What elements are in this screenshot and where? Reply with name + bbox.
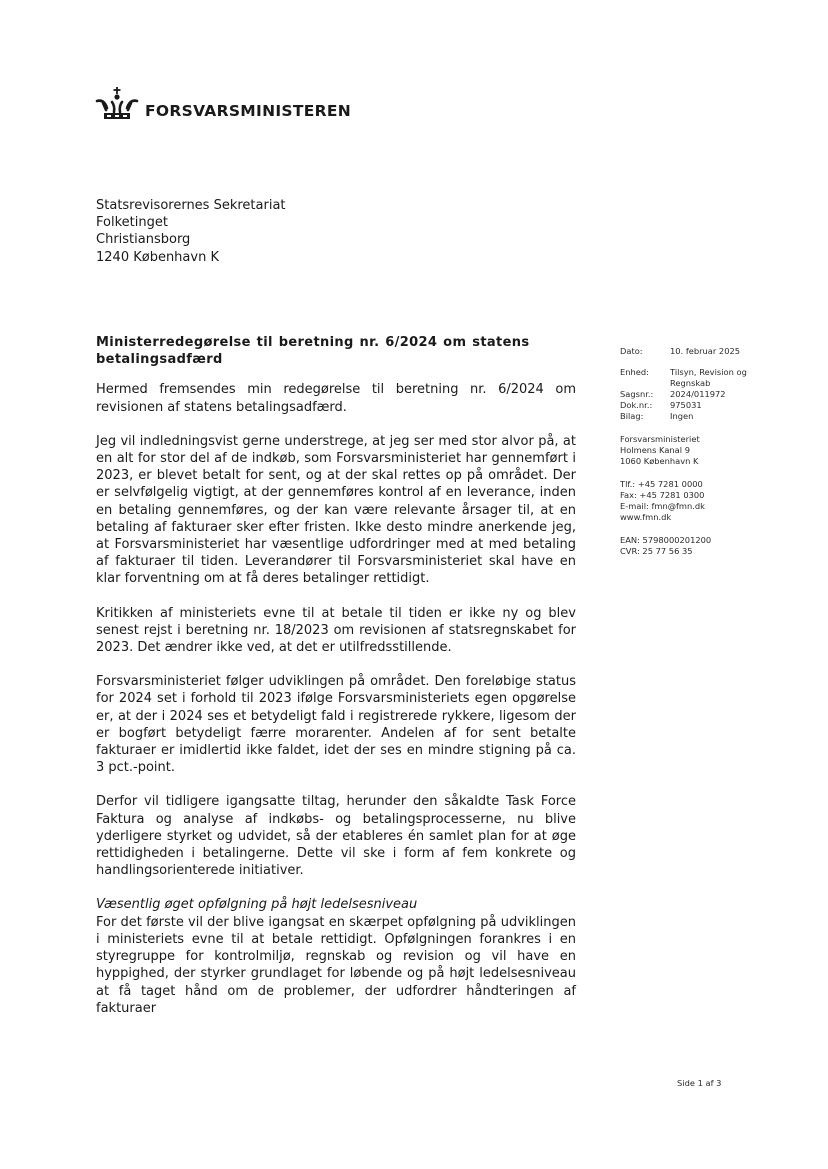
recipient-line: 1240 København K: [96, 249, 219, 265]
letter-title: Ministerredegørelse til beretning nr. 6/2024 om statens betalingsadfærd: [96, 335, 530, 368]
sidebar-meta: [620, 346, 770, 557]
meta-label: Dato:: [620, 346, 643, 356]
meta-value: Tilsyn, Revision og Regnskab: [670, 367, 747, 388]
recipient-address: [96, 197, 286, 266]
meta-value: 10. februar 2025: [670, 346, 741, 356]
meta-case: [620, 389, 770, 400]
recipient-line: Folketinget: [96, 215, 168, 231]
meta-label: Dok.nr.:: [620, 400, 653, 410]
meta-label: Sagsnr.:: [620, 389, 654, 399]
meta-doc: [620, 400, 770, 411]
ministry-logo: [95, 86, 351, 122]
paragraph: Hermed fremsendes min redegørelse til beretning nr. 6/2024 om revisionen af statens betalingsadfærd.: [96, 382, 576, 415]
meta-value: 975031: [670, 400, 702, 410]
meta-value: Ingen: [670, 411, 694, 421]
paragraph: For det første vil der blive igangsat en skærpet opfølgning på udviklingen i ministeriets evne til at betale rettidigt. Opfølgningen forankres i en styregruppe for kontrolmiljø, regnskab og revision og vil have en hyppighed, der styrker grundlaget for løbende og på højt ledelsesniveau at få taget hånd om de problemer, der udfordrer håndteringen af fakturaer: [96, 914, 576, 1016]
paragraph: Jeg vil indledningsvist gerne understrege, at jeg ser med stor alvor på, at en alt for stor del af de indkøb, som Forsvarsministeriet har gennemført i 2023, er blevet betalt for sent, og at der skal rettes op på området. Der er selvfølgelig vigtigt, at der gennemføres kontrol af en leverance, inden en betaling gennemføres, og der kan være relevante årsager til, at en betaling af fakturaer sker efter fristen. Ikke desto mindre anerkende jeg, at Forsvarsministeriet har væsentlige udfordringer med at med betaling af fakturaer til tiden. Leverandører til Forsvarsministeriet skal have en klar forventning om at få deres betalinger rettidigt.: [96, 433, 576, 587]
ministry-name: FORSVARSMINISTEREN: [145, 102, 352, 120]
section-subheading: Væsentlig øget opfølgning på højt ledelsesniveau: [96, 897, 418, 913]
crown-icon: [95, 86, 139, 122]
meta-label: Enhed:: [620, 367, 649, 377]
ean-number: EAN: 5798000201200: [620, 535, 712, 545]
contact-email: E-mail: fmn@fmn.dk: [620, 501, 705, 511]
meta-value: 2024/011972: [670, 389, 726, 399]
meta-attachment: [620, 411, 770, 422]
org-address-line: 1060 København K: [620, 456, 699, 466]
recipient-line: Statsrevisorernes Sekretariat: [96, 198, 286, 213]
meta-date: [620, 346, 770, 357]
paragraph: Forsvarsministeriet følger udviklingen på området. Den foreløbige status for 2024 set i forhold til 2023 ifølge Forsvarsministeriets egen opgørelse er, at der i 2024 ses et betydeligt fald i registrerede rykkere, ligesom der er bogført betydeligt færre morarenter. Andelen af for sent betalte fakturaer er imidlertid ikke faldet, idet der ses en mindre stigning på ca. 3 pct.-point.: [96, 674, 576, 776]
recipient-line: Christiansborg: [96, 232, 191, 248]
meta-unit: [620, 367, 770, 389]
paragraph: Kritikken af ministeriets evne til at betale til tiden er ikke ny og blev senest rejst i beretning nr. 18/2023 om revisionen af statsregnskabet for 2023. Det ændrer ikke ved, at det er utilfredsstillende.: [96, 605, 576, 656]
org-address-line: Forsvarsministeriet: [620, 434, 700, 444]
page-number: Side 1 af 3: [677, 1078, 722, 1088]
meta-label: Bilag:: [620, 411, 644, 421]
letter-body: [96, 334, 576, 1017]
contact-phone: Tlf.: +45 7281 0000: [620, 479, 703, 489]
paragraph: Derfor vil tidligere igangsatte tiltag, herunder den såkaldte Task Force Faktura og analyse af indkøbs- og betalingsprocesserne, nu blive yderligere styrket og udvidet, så der etableres én samlet plan for at øge rettidigheden i betalingerne. Dette vil ske i form af fem konkrete og handlingsorienterede initiativer.: [96, 794, 576, 879]
org-address-line: Holmens Kanal 9: [620, 445, 690, 455]
contact-fax: Fax: +45 7281 0300: [620, 490, 705, 500]
contact-website: www.fmn.dk: [620, 512, 672, 522]
cvr-number: CVR: 25 77 56 35: [620, 546, 693, 556]
